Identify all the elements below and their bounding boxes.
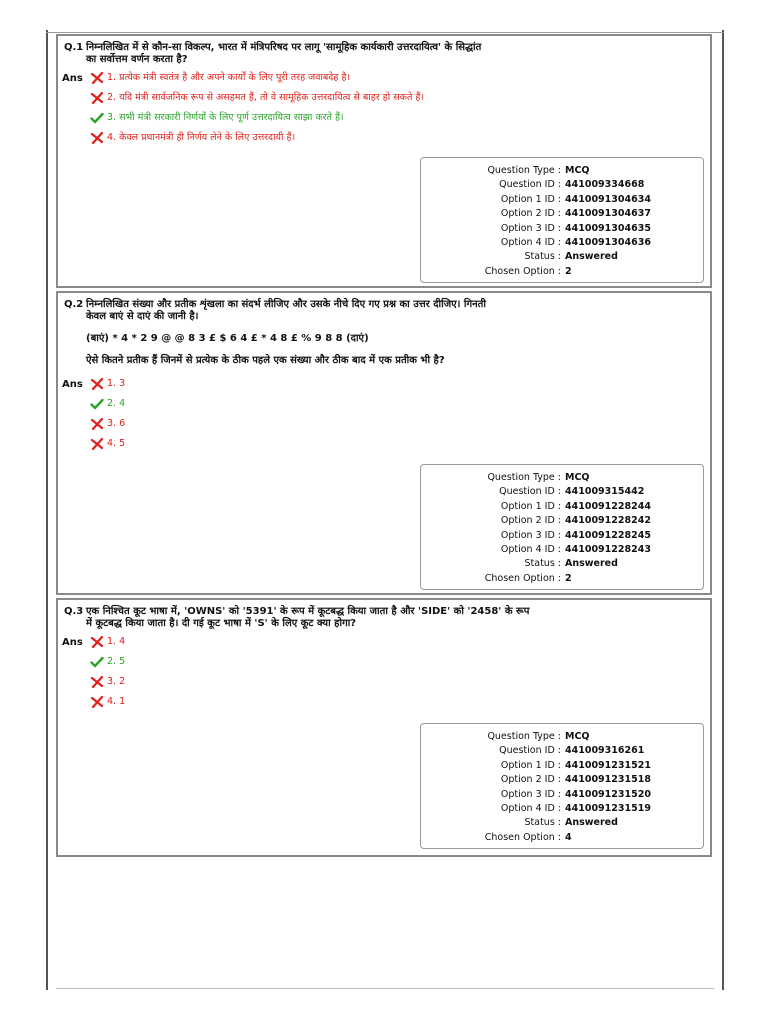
question-text-line: (बाएं) * 4 * 2 9 @ @ 8 3 £ $ 6 4 £ * 4 8 £ % 9 8 8 (दाएं)	[86, 333, 369, 344]
cross-icon	[90, 92, 104, 104]
info-option-1-id: Option 1 ID : 4410091228244	[500, 500, 651, 512]
option-text: 2. यदि मंत्री सार्वजनिक रूप से असहमत हैं, तो वे सामूहिक उत्तरदायित्व से बाहर हो सकते हैं।	[107, 92, 425, 103]
option-4	[90, 438, 125, 451]
cross-icon	[90, 132, 104, 144]
question-text-line: निम्नलिखित में से कौन-सा विकल्प, भारत में मंत्रिपरिषद पर लागू 'सामूहिक कार्यकारी उत्तरदायित्व' के सिद्धांत	[86, 42, 482, 53]
info-question-id: Question ID : 441009316261	[499, 745, 645, 757]
question-number: Q.2	[64, 299, 84, 310]
option-text: 1. 4	[107, 636, 126, 647]
option-text: 2. 4	[107, 398, 126, 409]
option-text: 3. 2	[107, 676, 126, 687]
ans-label: Ans	[62, 379, 83, 390]
info-question-type: Question Type : MCQ	[487, 165, 590, 176]
info-option-4-id: Option 4 ID : 4410091231519	[500, 802, 651, 814]
question-text-line: निम्नलिखित संख्या और प्रतीक शृंखला का संदर्भ लीजिए और उसके नीचे दिए गए प्रश्न का उत्तर दीजिए। गिनती	[86, 299, 486, 310]
question-info-box	[420, 464, 704, 590]
info-option-1-id: Option 1 ID : 4410091304634	[500, 193, 651, 205]
info-option-3-id: Option 3 ID : 4410091228245	[500, 529, 651, 541]
option-text: 3. 6	[107, 418, 126, 429]
question-text-spacer	[86, 323, 536, 333]
option-4	[90, 132, 295, 145]
question-number: Q.1	[64, 42, 84, 53]
check-icon	[90, 398, 104, 410]
question-text-line: ऐसे कितने प्रतीक हैं जिनमें से प्रत्येक के ठीक पहले एक संख्या और ठीक बाद में एक प्रतीक भी है?	[86, 355, 445, 366]
ans-label: Ans	[62, 637, 83, 648]
info-option-1-id: Option 1 ID : 4410091231521	[500, 759, 651, 771]
question-text-line: केवल बाएं से दाएं की जानी है।	[86, 311, 199, 322]
info-status: Status : Answered	[524, 817, 618, 829]
page-border-left	[46, 30, 48, 990]
check-icon	[90, 656, 104, 668]
info-question-id: Question ID : 441009315442	[499, 486, 645, 498]
option-2	[90, 656, 125, 669]
info-option-4-id: Option 4 ID : 4410091228243	[500, 543, 651, 555]
option-1	[90, 636, 125, 649]
question-text-line: का सर्वोत्तम वर्णन करता है?	[86, 54, 188, 65]
option-text: 1. प्रत्येक मंत्री स्वतंत्र है और अपने कार्यों के लिए पूरी तरह जवाबदेह है।	[107, 72, 351, 83]
ans-label: Ans	[62, 73, 83, 84]
info-chosen-option: Chosen Option : 2	[484, 572, 572, 584]
question-text-spacer	[86, 345, 536, 355]
question-text	[86, 606, 536, 630]
question-block-2	[56, 291, 712, 595]
info-question-type: Question Type : MCQ	[487, 731, 590, 742]
page-border-right	[722, 30, 724, 990]
info-option-3-id: Option 3 ID : 4410091304635	[500, 222, 651, 234]
info-chosen-option: Chosen Option : 4	[484, 831, 572, 843]
info-chosen-option: Chosen Option : 2	[484, 265, 572, 277]
question-block-1	[56, 34, 712, 288]
cross-icon	[90, 636, 104, 648]
question-text-line: में कूटबद्ध किया जाता है। दी गई कूट भाषा में 'S' के लिए कूट क्या होगा?	[86, 618, 357, 629]
option-3	[90, 676, 125, 689]
cross-icon	[90, 418, 104, 430]
option-text: 4. 5	[107, 438, 126, 449]
info-option-2-id: Option 2 ID : 4410091231518	[500, 774, 651, 786]
option-3	[90, 112, 344, 125]
page-top-line	[46, 32, 724, 33]
question-number: Q.3	[64, 606, 84, 617]
page-bottom-line	[56, 988, 714, 989]
option-text: 4. केवल प्रधानमंत्री ही निर्णय लेने के लिए उत्तरदायी हैं।	[107, 132, 296, 143]
cross-icon	[90, 696, 104, 708]
option-text: 2. 5	[107, 656, 126, 667]
info-option-3-id: Option 3 ID : 4410091231520	[500, 788, 651, 800]
question-text-line: एक निश्चित कूट भाषा में, 'OWNS' को '5391' के रूप में कूटबद्ध किया जाता है और 'SIDE' को '2458' के रूप	[86, 606, 530, 617]
info-status: Status : Answered	[524, 558, 618, 570]
option-text: 1. 3	[107, 378, 126, 389]
info-status: Status : Answered	[524, 251, 618, 263]
info-option-2-id: Option 2 ID : 4410091304637	[500, 208, 651, 220]
question-info-box	[420, 723, 704, 849]
question-text	[86, 299, 536, 367]
question-text	[86, 42, 536, 66]
question-info-box	[420, 157, 704, 283]
question-block-3	[56, 598, 712, 857]
cross-icon	[90, 438, 104, 450]
option-text: 4. 1	[107, 696, 126, 707]
info-option-2-id: Option 2 ID : 4410091228242	[500, 515, 651, 527]
option-text: 3. सभी मंत्री सरकारी निर्णयों के लिए पूर्ण उत्तरदायित्व साझा करते हैं।	[107, 112, 344, 123]
option-1	[90, 378, 125, 391]
option-2	[90, 92, 424, 105]
option-1	[90, 72, 350, 85]
cross-icon	[90, 676, 104, 688]
option-3	[90, 418, 125, 431]
info-question-type: Question Type : MCQ	[487, 472, 590, 483]
cross-icon	[90, 72, 104, 84]
info-option-4-id: Option 4 ID : 4410091304636	[500, 236, 651, 248]
option-4	[90, 696, 125, 709]
info-question-id: Question ID : 441009334668	[499, 179, 645, 191]
cross-icon	[90, 378, 104, 390]
check-icon	[90, 112, 104, 124]
option-2	[90, 398, 125, 411]
